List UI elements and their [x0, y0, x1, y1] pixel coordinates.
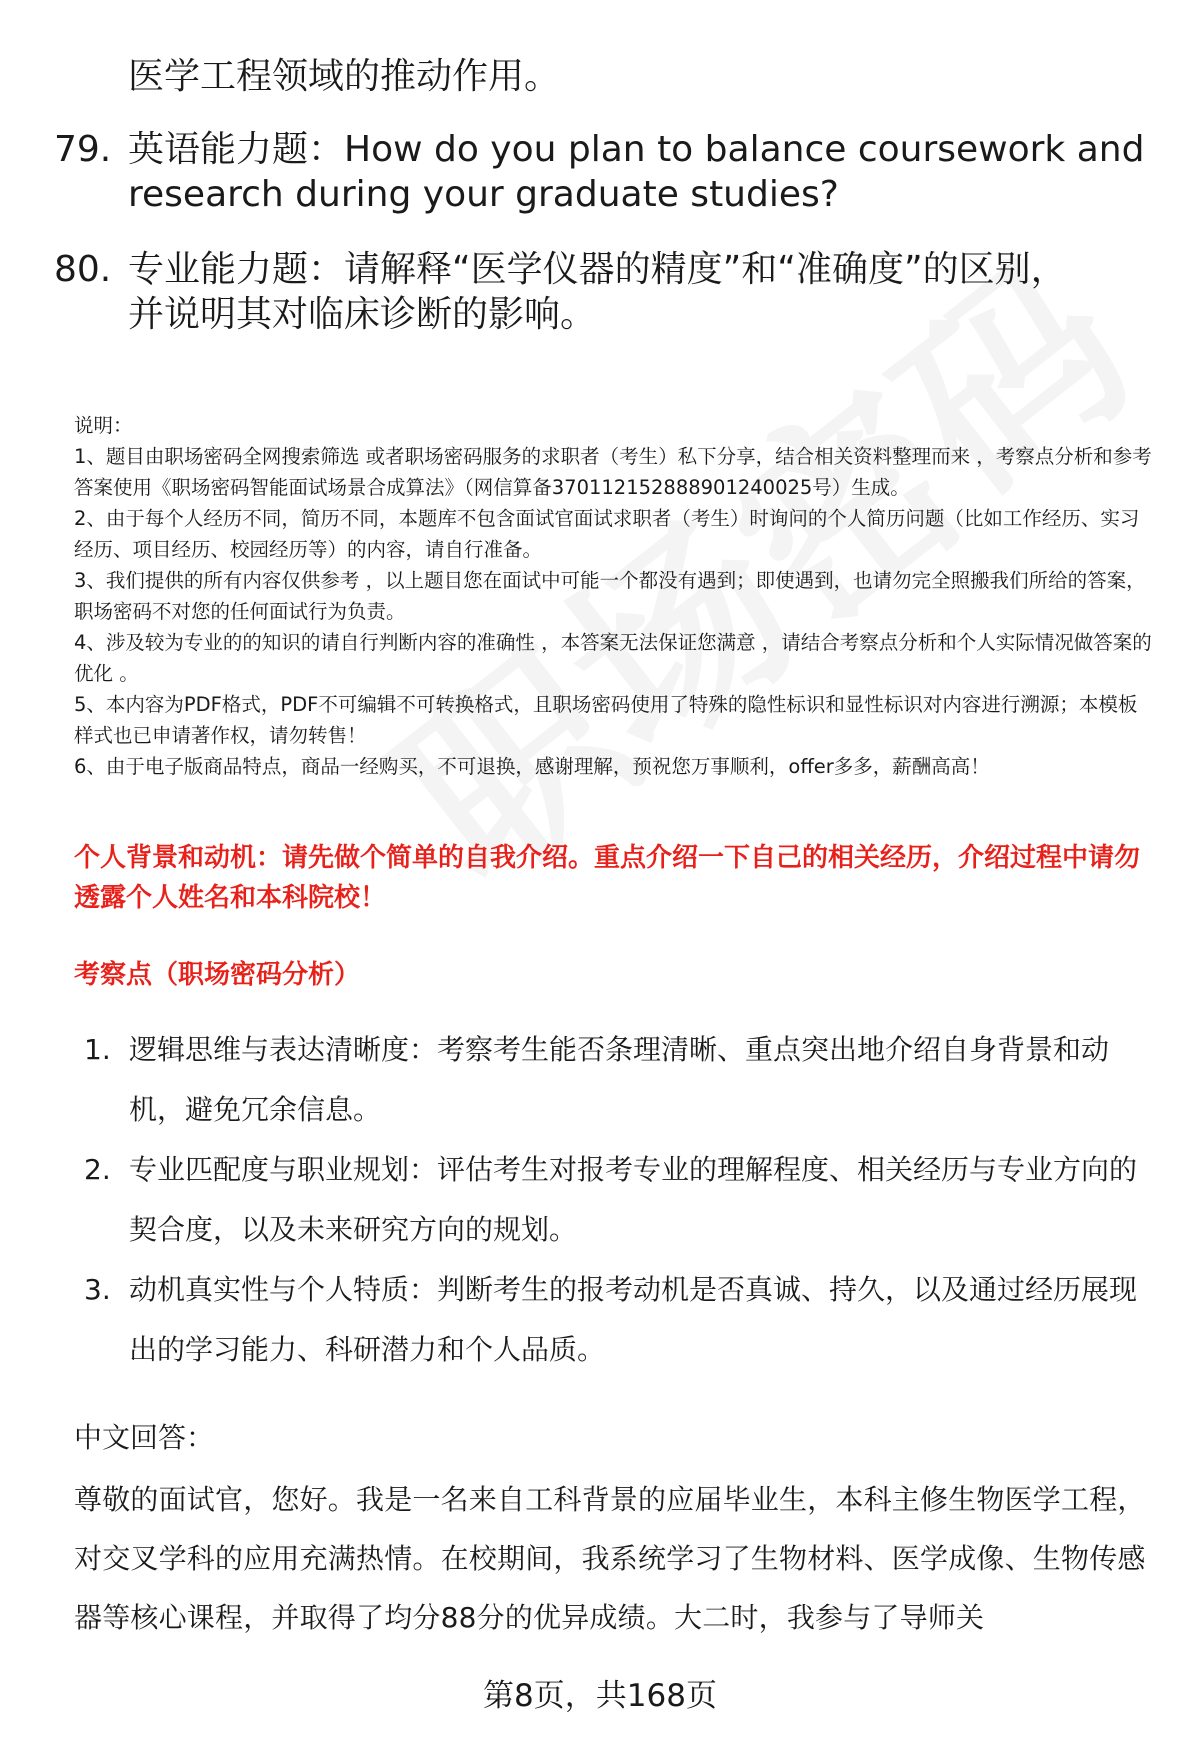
answer-label: 中文回答：: [74, 1421, 215, 1454]
note-item: 3、我们提供的所有内容仅供参考 ，以上题目您在面试中可能一个都没有遇到；即使遇到，也请勿完全照搬我们所给的答案，职场密码不对您的任何面试行为负责。: [74, 569, 1146, 623]
note-item: 2、由于每个人经历不同，简历不同，本题库不包含面试官面试求职者（考生）时询问的个人简历问题（比如工作经历、实习经历、项目经历、校园经历等）的内容，请自行准备。: [74, 507, 1140, 561]
point-number: 1.: [84, 1033, 111, 1066]
analysis-point: [74, 1140, 1154, 1260]
question-line: 并说明其对临床诊断的影响。: [128, 294, 597, 335]
answer-text: 尊敬的面试官，您好。我是一名来自工科背景的应届毕业生，本科主修生物医学工程，对交叉学科的应用充满热情。在校期间，我系统学习了生物材料、医学成像、生物传感器等核心课程，并取得了均分88分的优异成绩。大二时，我参与了导师关: [74, 1483, 1146, 1634]
note-item: 1、题目由职场密码全网搜索筛选 或者职场密码服务的求职者（考生）私下分享，结合相关资料整理而来 ，考察点分析和参考答案使用《职场密码智能面试场景合成算法》（网信算备370112152888901240025号）生成。: [74, 445, 1152, 499]
point-number: 3.: [84, 1273, 111, 1306]
analysis-title: 考察点（职场密码分析）: [74, 960, 361, 990]
point-text: 逻辑思维与表达清晰度：考察考生能否条理清晰、重点突出地介绍自身背景和动机，避免冗余信息。: [129, 1033, 1110, 1126]
note-item: 4、涉及较为专业的的知识的请自行判断内容的准确性 ，本答案无法保证您满意 ，请结合考察点分析和个人实际情况做答案的优化 。: [74, 631, 1152, 685]
point-text: 专业匹配度与职业规划：评估考生对报考专业的理解程度、相关经历与专业方向的契合度，以及未来研究方向的规划。: [129, 1153, 1138, 1246]
analysis-point: [74, 1020, 1154, 1140]
analysis-point: [74, 1260, 1154, 1380]
page-footer: 第8页，共168页: [483, 1678, 717, 1714]
disclaimer-notes: [74, 410, 1154, 782]
note-item: 6、由于电子版商品特点，商品一经购买，不可退换，感谢理解，预祝您万事顺利，offer多多，薪酬高高！: [74, 755, 990, 778]
point-number: 2.: [84, 1153, 111, 1186]
question-number: 80.: [54, 249, 112, 290]
note-item: 5、本内容为PDF格式，PDF不可编辑不可转换格式，且职场密码使用了特殊的隐性标识和显性标识对内容进行溯源；本模板样式也已申请著作权，请勿转售！: [74, 693, 1138, 747]
notes-title: 说明：: [74, 414, 133, 437]
section-title: 个人背景和动机：请先做个简单的自我介绍。重点介绍一下自己的相关经历，介绍过程中请勿透露个人姓名和本科院校！: [74, 843, 1141, 913]
point-text: 动机真实性与个人特质：判断考生的报考动机是否真诚、持久，以及通过经历展现出的学习能力、科研潜力和个人品质。: [129, 1273, 1138, 1366]
question-78-continuation: 医学工程领域的推动作用。: [128, 56, 561, 97]
question-line: 英语能力题：How do you plan to balance coursework and: [128, 129, 1145, 170]
question-line: 专业能力题：请解释“医学仪器的精度”和“准确度”的区别，: [128, 249, 1067, 290]
question-number: 79.: [54, 129, 112, 170]
analysis-points: [74, 1020, 1154, 1380]
question-line: research during your graduate studies?: [128, 174, 839, 215]
